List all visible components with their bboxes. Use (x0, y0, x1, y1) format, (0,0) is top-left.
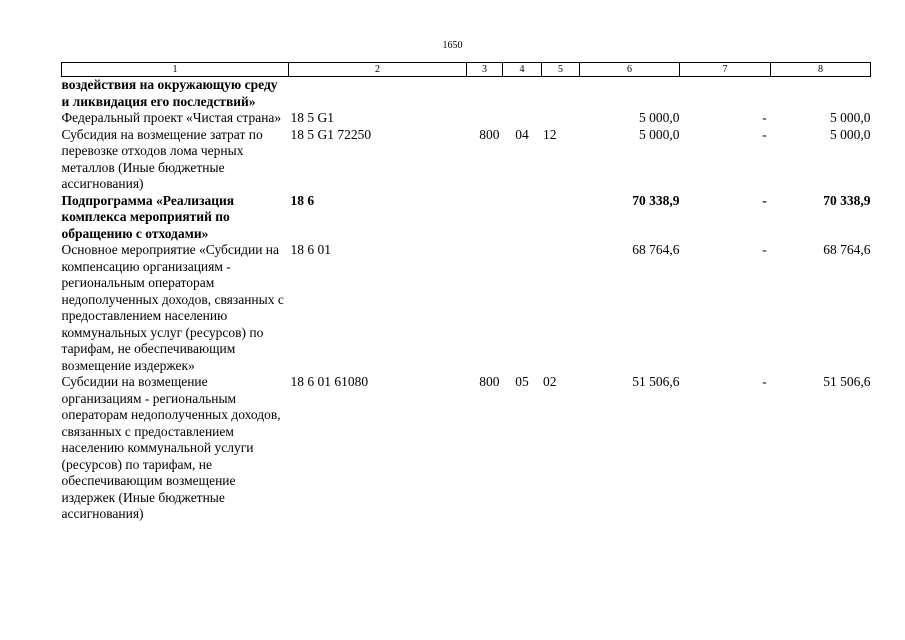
row-value-6: 5 000,0 (639, 110, 680, 125)
column-number: 4 (503, 63, 542, 77)
dash-mark: - (762, 374, 767, 389)
row-value-7 (680, 193, 771, 243)
dash-mark: - (762, 192, 767, 208)
row-col3: 800 (479, 126, 500, 142)
row-col4 (503, 77, 542, 111)
row-name: Субсидии на возмещение организациям - региональным операторам недополученных доходов, связанных с предоставлением населению коммунальной услуги (ресурсов) по тарифам, не обеспечивающим возмещение издержек (Иные бюджетные ассигнования) (61, 374, 281, 521)
table-row (62, 110, 871, 127)
row-value-6: 51 506,6 (632, 374, 680, 389)
column-number: 5 (542, 63, 580, 77)
row-col5 (542, 242, 580, 374)
row-name: Федеральный проект «Чистая страна» (61, 110, 282, 125)
row-col4 (503, 193, 542, 243)
row-col5 (542, 110, 580, 127)
row-col5 (542, 77, 580, 111)
column-number-row (62, 63, 871, 77)
row-code (289, 77, 467, 111)
row-value-8: 51 506,6 (823, 374, 871, 389)
column-number: 3 (467, 63, 503, 77)
row-value-7 (680, 77, 771, 111)
row-value-7 (680, 242, 771, 374)
column-number: 6 (580, 63, 680, 77)
row-name: воздействия на окружающую среду и ликвидация его последствий» (61, 77, 278, 109)
column-number: 8 (771, 63, 871, 77)
row-code: 18 6 01 61080 (290, 374, 369, 389)
row-col3 (467, 77, 503, 111)
row-value-7 (680, 374, 771, 523)
row-col4 (503, 110, 542, 127)
table-row (62, 127, 871, 193)
row-code: 18 5 G1 (290, 110, 334, 125)
row-value-8: 5 000,0 (830, 126, 871, 142)
table-row (62, 193, 871, 243)
row-value-7 (680, 127, 771, 193)
dash-mark: - (762, 242, 767, 257)
row-col4 (503, 242, 542, 374)
table-row (62, 374, 871, 523)
row-name: Основное мероприятие «Субсидии на компенсацию организациям - региональным операторам недополученных доходов, связанных с предоставлением населению коммунальных услуг (ресурсов) по тарифам, не обеспечивающим возмещение издержек» (61, 242, 284, 373)
row-value-8: 70 338,9 (823, 192, 871, 208)
column-number: 2 (289, 63, 467, 77)
row-code: 18 6 (290, 192, 315, 208)
row-col5 (542, 193, 580, 243)
dash-mark: - (762, 110, 767, 125)
row-code: 18 6 01 (290, 242, 331, 257)
row-col3: 800 (479, 374, 500, 389)
row-value-6 (580, 77, 680, 111)
row-name: Подпрограмма «Реализация комплекса мероприятий по обращению с отходами» (61, 192, 235, 241)
row-col4: 04 (515, 126, 529, 142)
row-value-6: 5 000,0 (639, 126, 680, 142)
row-value-6: 70 338,9 (632, 192, 680, 208)
page-number: 1650 (442, 40, 463, 51)
dash-mark: - (762, 126, 767, 142)
row-name: Субсидия на возмещение затрат по перевозке отходов лома черных металлов (Иные бюджетные ассигнования) (61, 126, 263, 191)
table-row (62, 77, 871, 111)
row-col3 (467, 193, 503, 243)
table-body (62, 77, 871, 523)
row-value-7 (680, 110, 771, 127)
row-value-8: 5 000,0 (830, 110, 871, 125)
column-number: 1 (62, 63, 289, 77)
row-col5: 12 (543, 126, 557, 142)
row-col4: 05 (515, 374, 529, 389)
row-value-8: 68 764,6 (823, 242, 871, 257)
row-value-6: 68 764,6 (632, 242, 680, 257)
column-number: 7 (680, 63, 771, 77)
row-col3 (467, 110, 503, 127)
row-col5: 02 (543, 374, 557, 389)
row-col3 (467, 242, 503, 374)
row-code: 18 5 G1 72250 (290, 126, 372, 142)
budget-table (61, 62, 871, 523)
table-row (62, 242, 871, 374)
row-value-8 (771, 77, 871, 111)
